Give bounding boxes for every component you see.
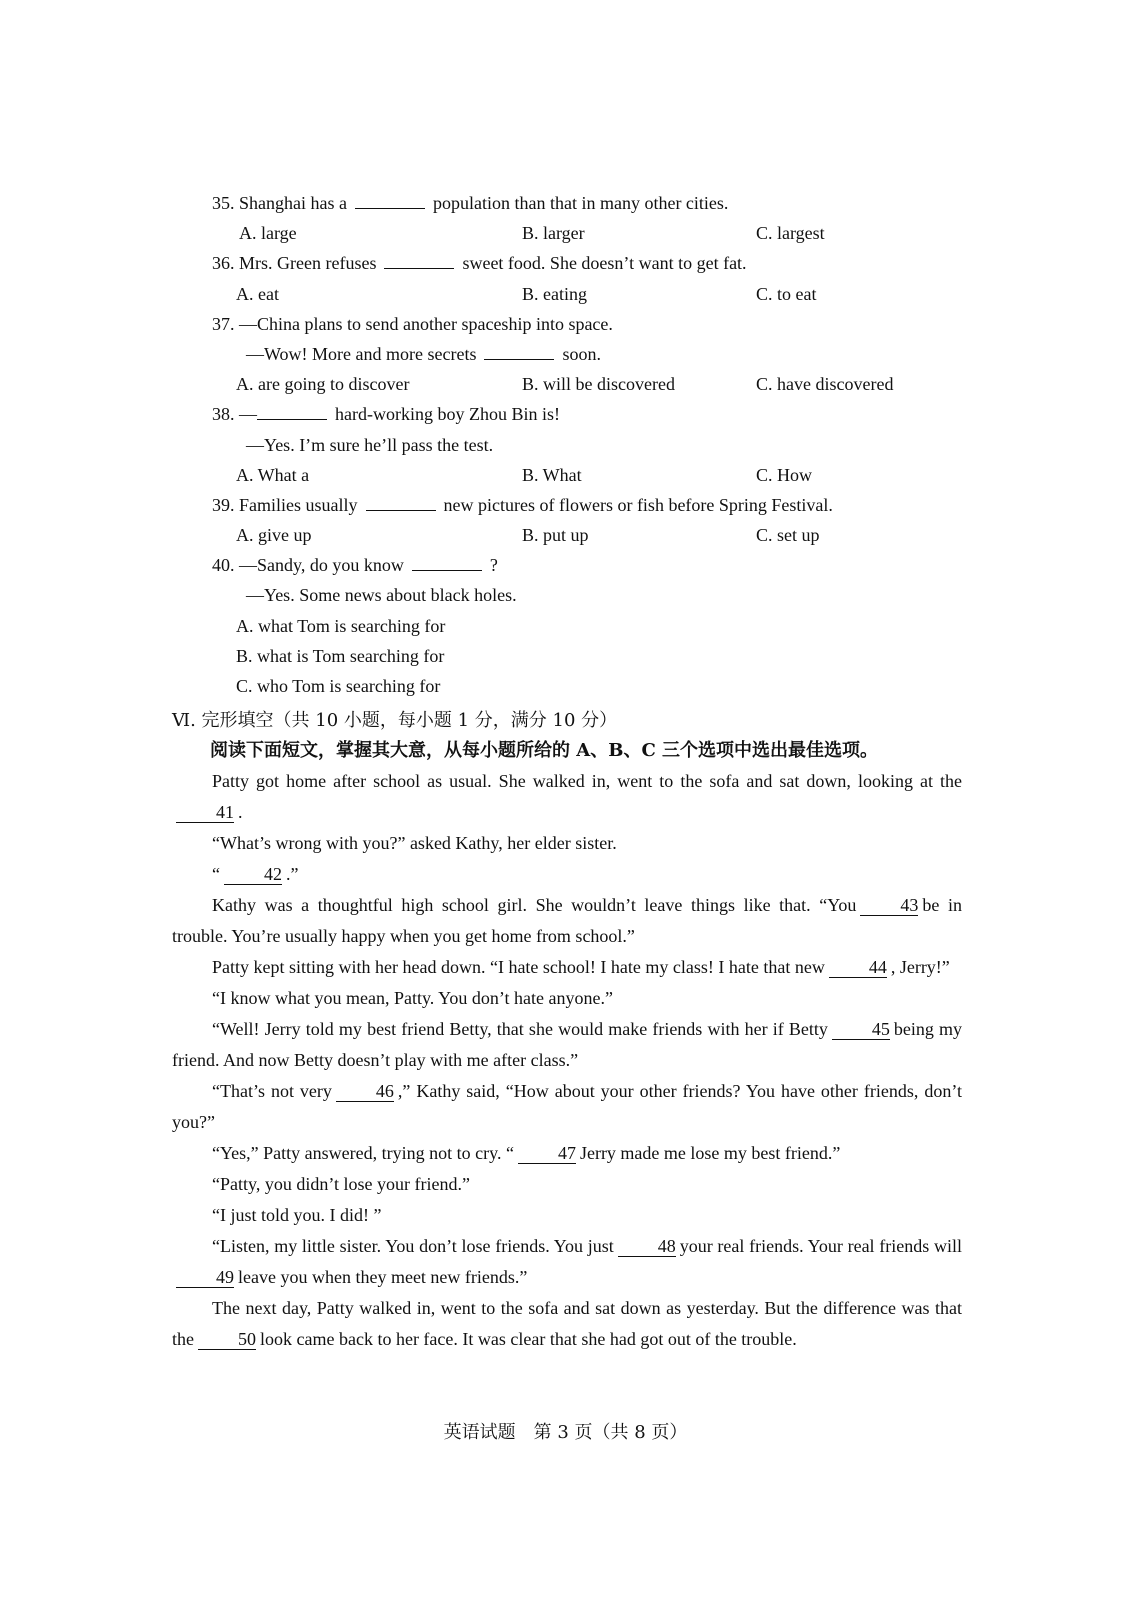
question-text: sweet food. She doesn’t want to get fat. xyxy=(462,253,747,273)
question-number: 40. xyxy=(212,555,235,575)
option-c: C. who Tom is searching for xyxy=(236,676,441,696)
question-text: — xyxy=(239,404,257,424)
cloze-blank-50: 50 xyxy=(198,1329,256,1350)
cloze-blank-45: 45 xyxy=(832,1019,890,1040)
cloze-blank-41: 41 xyxy=(176,802,234,823)
question-38 xyxy=(212,403,560,425)
cloze-blank-47: 47 xyxy=(518,1143,576,1164)
question-40 xyxy=(212,554,498,576)
question-text: —Wow! More and more secrets xyxy=(246,344,477,364)
question-37-reply xyxy=(246,343,601,365)
option-b: B. eating xyxy=(522,284,587,304)
question-text: soon. xyxy=(562,344,601,364)
paragraph: Patty kept sitting with her head down. “I hate school! I hate my class! I hate that new 44 , Jerry!” xyxy=(212,957,950,977)
option-b: B. what is Tom searching for xyxy=(236,646,445,666)
answer-blank xyxy=(412,554,482,571)
question-text: ? xyxy=(489,555,498,575)
paragraph: “I know what you mean, Patty. You don’t hate anyone.” xyxy=(212,988,613,1008)
option-c: C. set up xyxy=(756,525,820,545)
question-text: —China plans to send another spaceship into space. xyxy=(239,314,613,334)
option-c: C. How xyxy=(756,465,813,485)
cloze-blank-46: 46 xyxy=(336,1081,394,1102)
question-40-reply: —Yes. Some news about black holes. xyxy=(246,585,517,605)
option-a: A. what Tom is searching for xyxy=(236,616,446,636)
question-text: —Sandy, do you know xyxy=(239,555,404,575)
option-b: B. put up xyxy=(522,525,589,545)
cloze-blank-44: 44 xyxy=(829,957,887,978)
question-text: Shanghai has a xyxy=(239,193,347,213)
paragraph: Kathy was a thoughtful high school girl. She wouldn’t leave things like that. “You 43 be in trouble. You’re usually happy when you get home from school.” xyxy=(172,895,962,946)
question-text: population than that in many other cities. xyxy=(432,193,729,213)
option-a: A. eat xyxy=(236,284,279,304)
option-b: B. will be discovered xyxy=(522,374,675,394)
question-number: 36. xyxy=(212,253,235,273)
option-c: C. largest xyxy=(756,223,825,243)
paragraph: “Well! Jerry told my best friend Betty, that she would make friends with her if Betty 45 being my friend. And now Betty doesn’t play with me after class.” xyxy=(172,1019,962,1070)
paragraph: “Patty, you didn’t lose your friend.” xyxy=(212,1174,470,1194)
cloze-blank-42: 42 xyxy=(224,864,282,885)
question-number: 35. xyxy=(212,193,235,213)
answer-blank xyxy=(366,494,436,511)
answer-blank xyxy=(355,192,425,209)
section-instruction: 阅读下面短文，掌握其大意，从每小题所给的 A、B、C 三个选项中选出最佳选项。 xyxy=(210,740,879,761)
answer-blank xyxy=(484,343,554,360)
paragraph: “What’s wrong with you?” asked Kathy, her elder sister. xyxy=(212,833,617,853)
cloze-blank-43: 43 xyxy=(860,895,918,916)
question-39 xyxy=(212,494,833,516)
section-heading: Ⅵ. 完形填空（共 10 小题，每小题 1 分，满分 10 分） xyxy=(172,710,618,731)
option-b: B. What xyxy=(522,465,582,485)
option-c: C. have discovered xyxy=(756,374,894,394)
option-a: A. What a xyxy=(236,465,310,485)
question-38-reply: —Yes. I’m sure he’ll pass the test. xyxy=(246,435,494,455)
question-text: new pictures of flowers or fish before Spring Festival. xyxy=(443,495,833,515)
cloze-passage xyxy=(172,766,962,1355)
question-text: Families usually xyxy=(239,495,358,515)
question-35 xyxy=(212,192,728,214)
option-a: A. large xyxy=(239,223,297,243)
option-b: B. larger xyxy=(522,223,585,243)
option-c: C. to eat xyxy=(756,284,817,304)
paragraph: Patty got home after school as usual. She walked in, went to the sofa and sat down, looking at the41 . xyxy=(172,766,962,828)
paragraph: “Yes,” Patty answered, trying not to cry. “ 47 Jerry made me lose my best friend.” xyxy=(212,1143,841,1163)
paragraph: “ 42 .” xyxy=(212,864,299,884)
option-a: A. give up xyxy=(236,525,312,545)
question-text: Mrs. Green refuses xyxy=(239,253,377,273)
question-number: 38. xyxy=(212,404,235,424)
paragraph: “Listen, my little sister. You don’t lose friends. You just 48 your real friends. Your real friends will49 leave you when they meet new friends.” xyxy=(172,1231,962,1293)
cloze-blank-48: 48 xyxy=(618,1236,676,1257)
question-37 xyxy=(212,313,613,335)
paragraph: “I just told you. I did! ” xyxy=(212,1205,382,1225)
question-number: 37. xyxy=(212,314,235,334)
option-a: A. are going to discover xyxy=(236,374,410,394)
answer-blank xyxy=(257,403,327,420)
question-number: 39. xyxy=(212,495,235,515)
cloze-blank-49: 49 xyxy=(176,1267,234,1288)
answer-blank xyxy=(384,252,454,269)
paragraph: The next day, Patty walked in, went to the sofa and sat down as yesterday. But the difference was that the 50 look came back to her face. It was clear that she had got out of the trouble. xyxy=(172,1298,962,1349)
page-footer: 英语试题 第 3 页（共 8 页） xyxy=(443,1422,688,1443)
question-36 xyxy=(212,252,747,274)
paragraph: “That’s not very 46 ,” Kathy said, “How about your other friends? You have other friends, don’t you?” xyxy=(172,1081,962,1132)
question-text: hard-working boy Zhou Bin is! xyxy=(335,404,560,424)
